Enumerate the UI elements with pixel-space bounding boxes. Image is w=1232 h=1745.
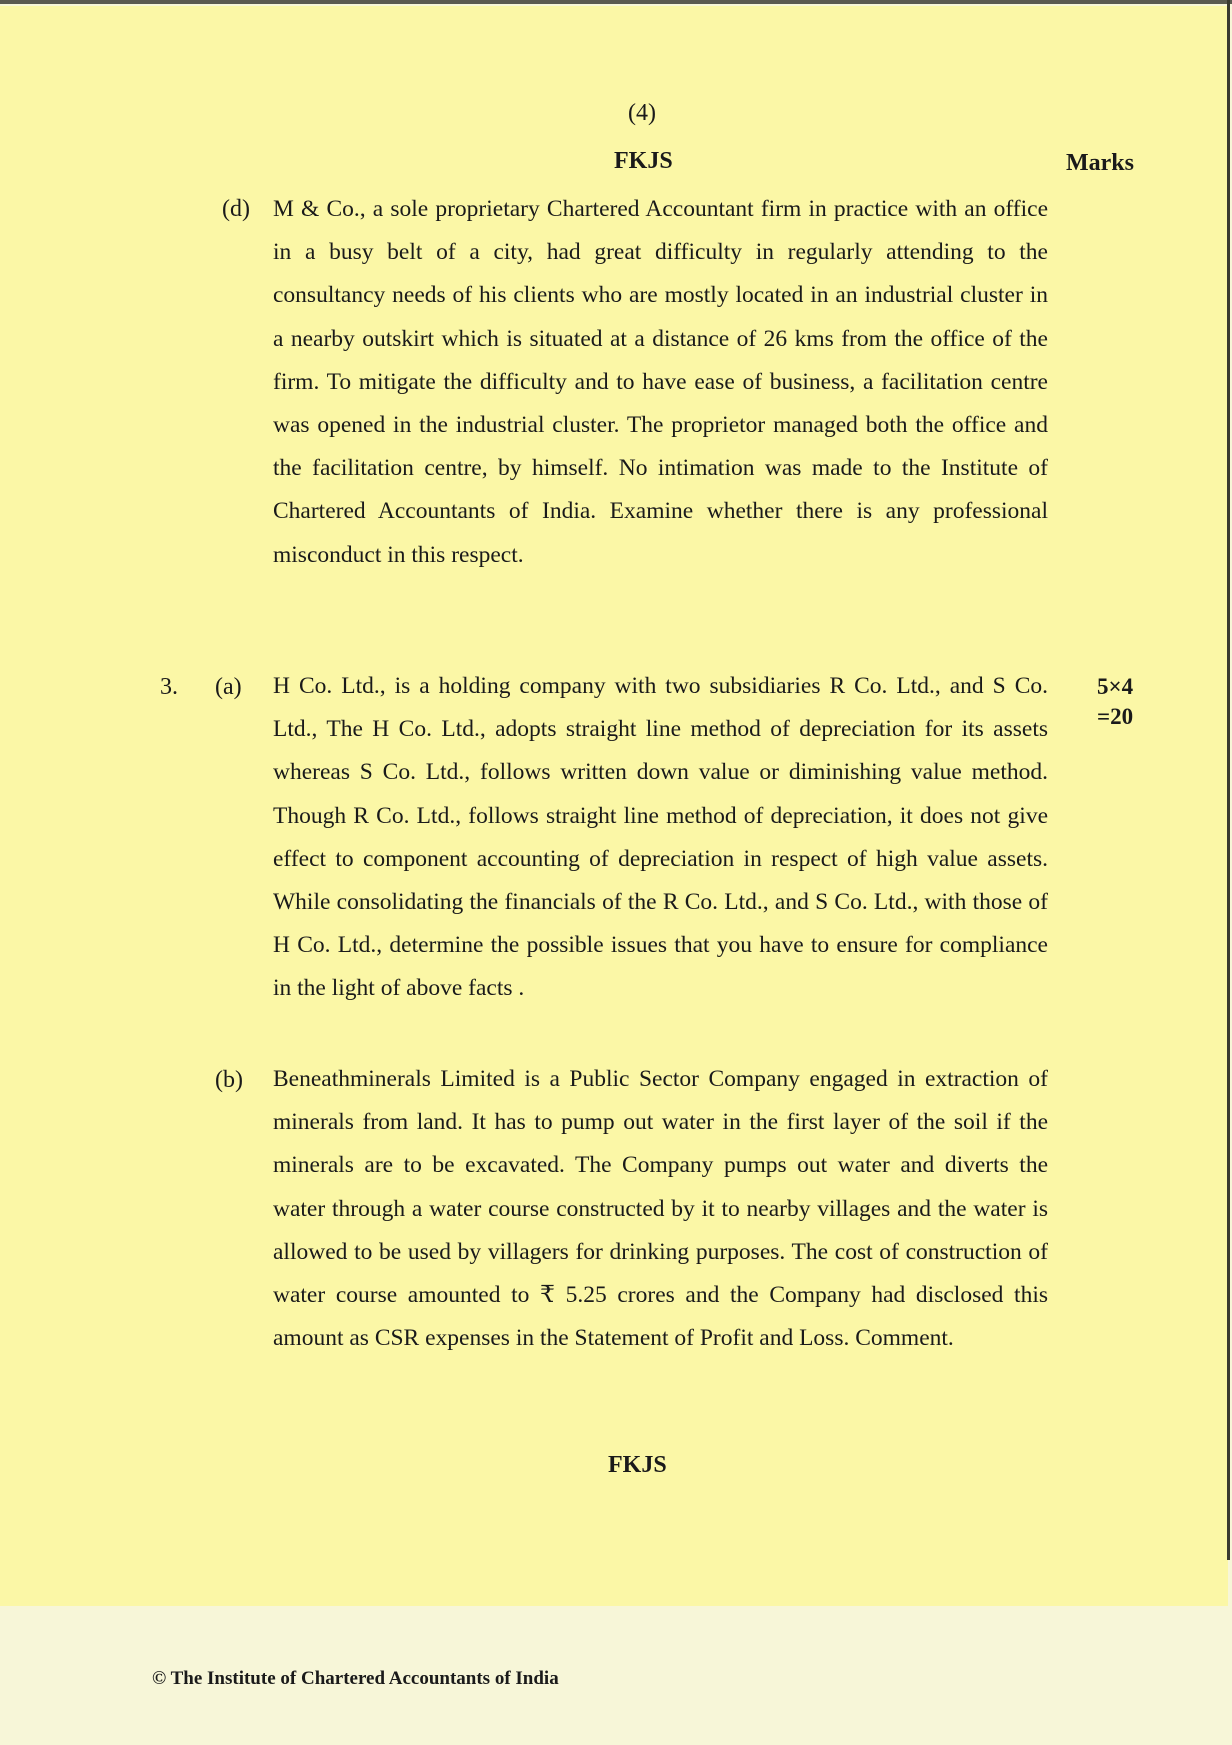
copyright-notice: © The Institute of Chartered Accountants of India [152, 1668, 559, 1689]
marks-total: =20 [1097, 704, 1134, 729]
marks-heading: Marks [1066, 150, 1134, 176]
page-number: (4) [628, 100, 656, 126]
part-label-b: (b) [215, 1067, 243, 1093]
question-3-marks [1097, 672, 1133, 732]
right-edge-rule [1227, 0, 1230, 1560]
paper-code-footer: FKJS [608, 1452, 667, 1478]
question-2d-text: M & Co., a sole proprietary Chartered Accountant firm in practice with an office in a busy belt of a city, had great difficulty in regularly attending to the consultancy needs of his clients who are mostly located in an industrial cluster in a nearby outskirt which is situated at a distance of 26 kms from the office of the firm. To mitigate the difficulty and to have ease of business, a facilitation centre was opened in the industrial cluster. The proprietor managed both the office and the facilitation centre, by himself. No intimation was made to the Institute of Chartered Accountants of India. Examine whether there is any professional misconduct in this respect. [273, 196, 1048, 568]
paper-code-header: FKJS [614, 148, 673, 174]
question-3a-text: H Co. Ltd., is a holding company with two subsidiaries R Co. Ltd., and S Co. Ltd., The H Co. Ltd., adopts straight line method of depreciation for its assets whereas S Co. Ltd., follows written down value or diminishing value method. Though R Co. Ltd., follows straight line method of depreciation, it does not give effect to component accounting of depreciation in respect of high value assets. While consolidating the financials of the R Co. Ltd., and S Co. Ltd., with those of H Co. Ltd., determine the possible issues that you have to ensure for compliance in the light of above facts . [273, 673, 1048, 1002]
marks-breakdown: 5×4 [1097, 674, 1134, 699]
question-3b-text: Beneathminerals Limited is a Public Sector Company engaged in extraction of minerals from land. It has to pump out water in the first layer of the soil if the minerals are to be excavated. The Company pumps out water and diverts the water through a water course constructed by it to nearby villages and the water is allowed to be used by villagers for drinking purposes. The cost of construction of water course amounted to ₹ 5.25 crores and the Company had disclosed this amount as CSR expenses in the Statement of Profit and Loss. Comment. [273, 1066, 1048, 1352]
question-number-3: 3. [160, 674, 178, 700]
top-edge-rule [0, 0, 1232, 4]
part-label-d: (d) [222, 196, 250, 222]
part-label-a: (a) [215, 674, 242, 700]
